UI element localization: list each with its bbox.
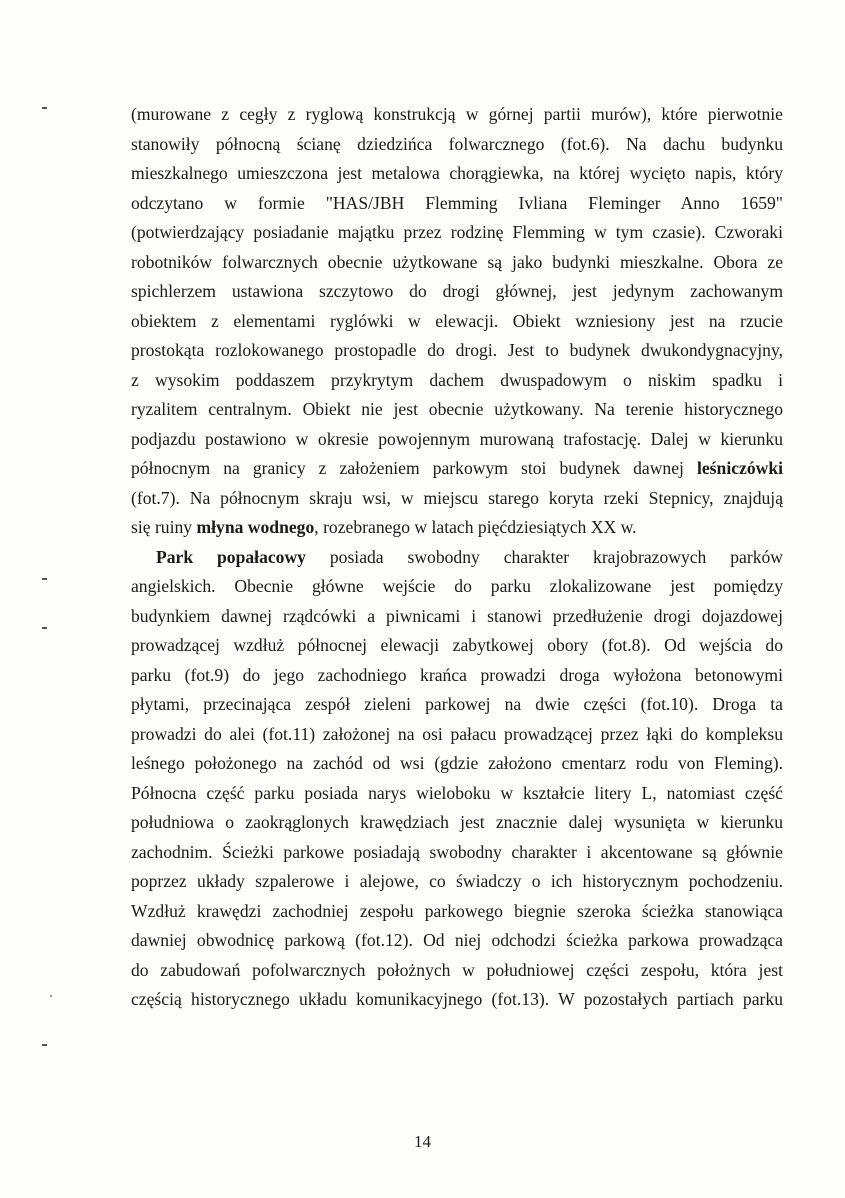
scan-mark [42, 107, 47, 109]
text-line: Północna część parku posiada narys wieloboku w kształcie litery L, natomiast część [131, 782, 783, 803]
scan-mark [42, 578, 47, 580]
text-line: z wysokim poddaszem przykrytym dachem dwuspadowym o niskim spadku i [131, 369, 783, 390]
text-line: poprzez układy szpalerowe i alejowe, co świadczy o ich historycznym pochodzeniu. [131, 871, 783, 891]
text-line: odczytano w formie "HAS/JBH Flemming Ivliana Fleminger Anno 1659" [131, 192, 783, 213]
text-line: dawniej obwodnicę parkową (fot.12). Od niej odchodzi ścieżka parkowa prowadząca [131, 930, 783, 950]
text-line: stanowiły północną ścianę dziedzińca folwarcznego (fot.6). Na dachu budynku [131, 133, 783, 154]
text-line: leśnego położonego na zachód od wsi (gdzie założono cmentarz rodu von Fleming). [131, 753, 783, 773]
text-line: Wzdłuż krawędzi zachodniej zespołu parkowego biegnie szeroka ścieżka stanowiąca [131, 900, 783, 921]
text-line: północnym na granicy z założeniem parkowym stoi budynek dawnej leśniczówki [131, 458, 783, 478]
page-number: 14 [414, 1132, 431, 1151]
text-line: (fot.7). Na północnym skraju wsi, w miejscu starego koryta rzeki Stepnicy, znajdują [131, 487, 783, 508]
bold-term: leśniczówki [696, 458, 783, 478]
text-line: podjazdu postawiono w okresie powojennym murowaną trafostację. Dalej w kierunku [131, 428, 783, 449]
body-text [131, 100, 783, 1015]
scan-speck [50, 995, 52, 997]
text-line: prostokąta rozlokowanego prostopadle do drogi. Jest to budynek dwukondygnacyjny, [131, 340, 783, 360]
text-line: robotników folwarcznych obecnie użytkowane są jako budynki mieszkalne. Obora ze [131, 251, 783, 272]
text-line: budynkiem dawnej rządcówki a piwnicami i stanowi przedłużenie drogi dojazdowej [131, 605, 783, 626]
text-line: prowadzącej wzdłuż północnej elewacji zabytkowej obory (fot.8). Od wejścia do [131, 635, 783, 655]
text-line: angielskich. Obecnie główne wejście do parku zlokalizowane jest pomiędzy [131, 576, 783, 596]
text-line: (potwierdzający posiadanie majątku przez rodzinę Flemming w tym czasie). Czworaki [131, 222, 783, 242]
text-line: prowadzi do alei (fot.11) założonej na osi pałacu prowadzącej przez łąki do kompleksu [131, 723, 783, 744]
text-line: ryzalitem centralnym. Obiekt nie jest obecnie użytkowany. Na terenie historycznego [131, 399, 783, 419]
bold-term: młyna wodnego [196, 517, 315, 537]
text-line: spichlerzem ustawiona szczytowo do drogi głównej, jest jedynym zachowanym [131, 281, 783, 301]
bold-term: Park popałacowy [156, 546, 306, 567]
text-line: obiektem z elementami ryglówki w elewacji. Obiekt wzniesiony jest na rzucie [131, 310, 783, 331]
text-line: zachodnim. Ścieżki parkowe posiadają swobodny charakter i akcentowane są głównie [131, 841, 783, 862]
text-line: się ruiny młyna wodnego, rozebranego w latach pięćdziesiątych XX w. [131, 517, 637, 537]
text-line: częścią historycznego układu komunikacyjnego (fot.13). W pozostałych partiach parku [131, 989, 783, 1009]
scan-mark [42, 627, 47, 629]
scan-mark [42, 1044, 47, 1046]
text-line: do zabudowań pofolwarcznych położnych w południowej części zespołu, która jest [131, 959, 783, 980]
text-line: parku (fot.9) do jego zachodniego krańca prowadzi droga wyłożona betonowymi [131, 664, 783, 685]
text-line: (murowane z cegły z ryglową konstrukcją w górnej partii murów), które pierwotnie [131, 104, 783, 124]
text-line: płytami, przecinająca zespół zieleni parkowej na dwie części (fot.10). Droga ta [131, 694, 783, 714]
text-line: mieszkalnego umieszczona jest metalowa chorągiewka, na której wycięto napis, który [131, 163, 783, 183]
text-line: południowa o zaokrąglonych krawędziach jest znacznie dalej wysunięta w kierunku [131, 812, 783, 832]
text-line: Park popałacowy posiada swobodny charakter krajobrazowych parków [156, 546, 783, 567]
